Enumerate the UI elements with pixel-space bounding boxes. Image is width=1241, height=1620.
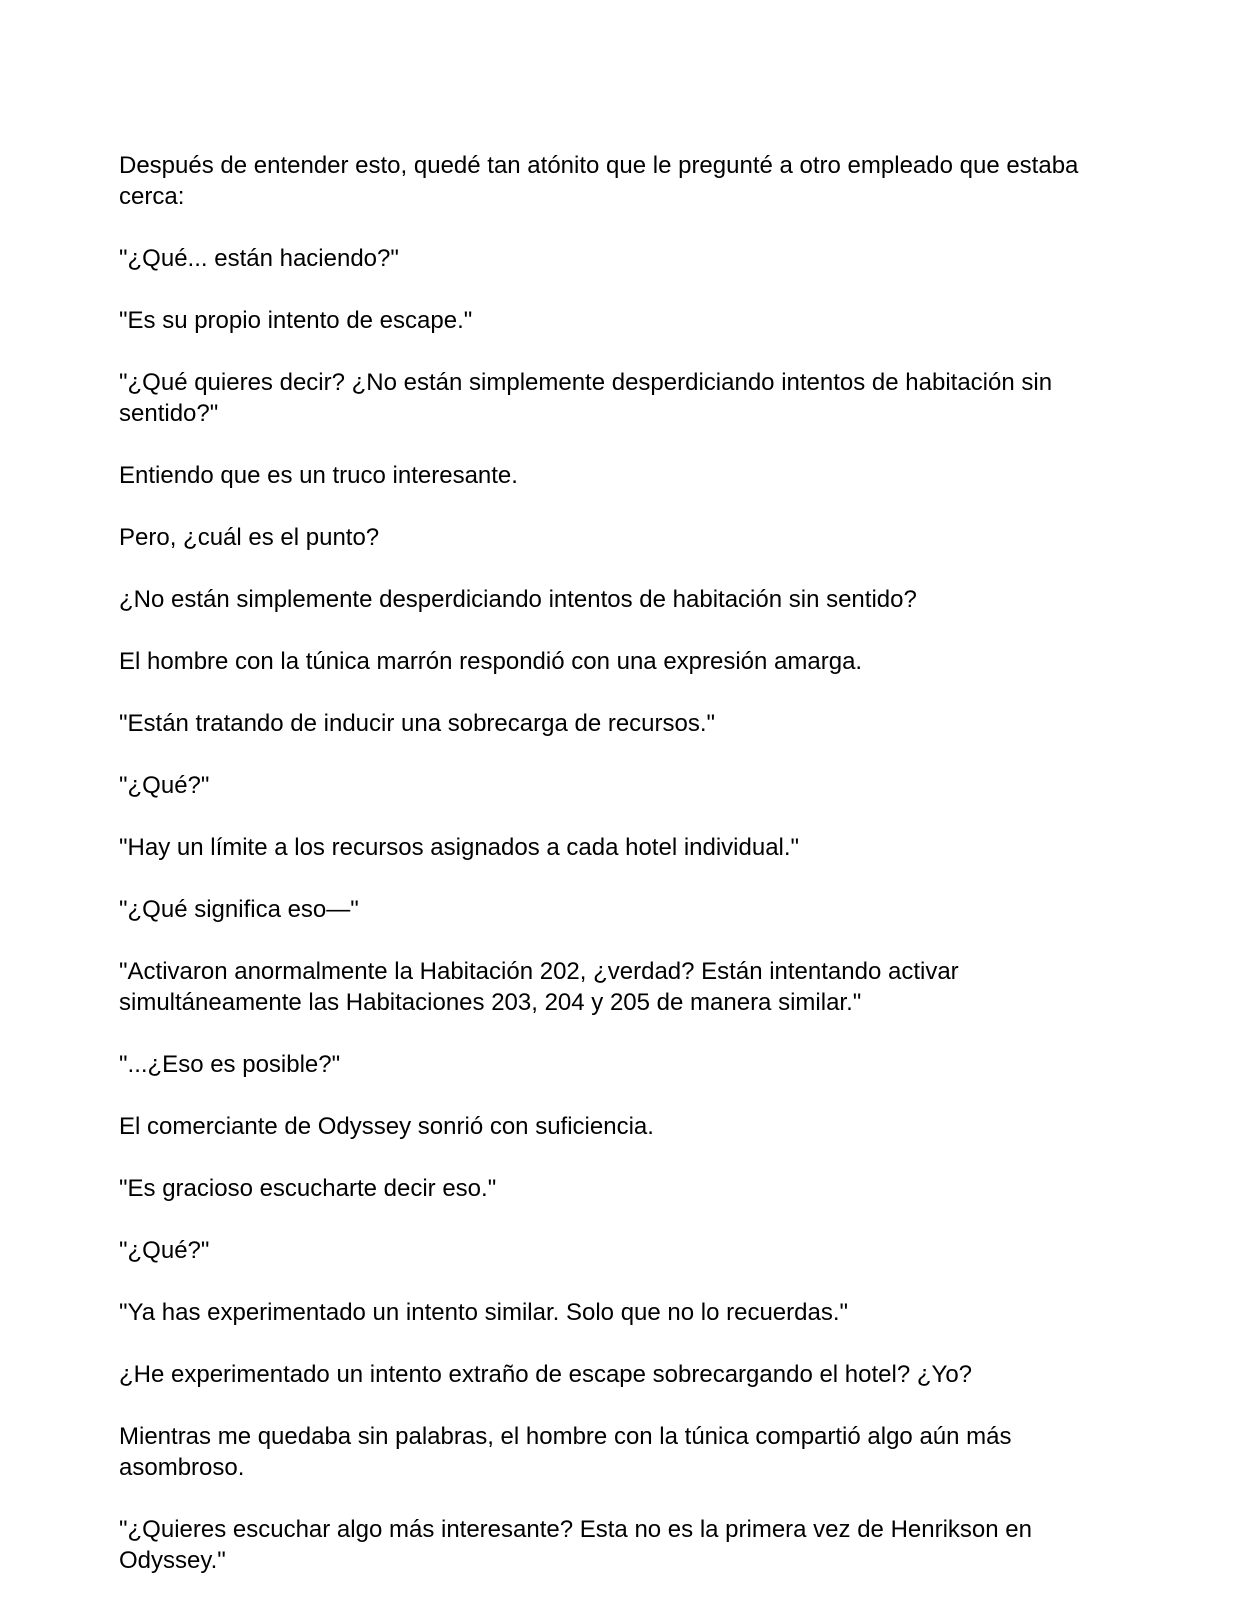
paragraph: Entiendo que es un truco interesante. (119, 462, 518, 489)
paragraph: ¿He experimentado un intento extraño de escape sobrecargando el hotel? ¿Yo? (119, 1361, 973, 1388)
paragraph: "Ya has experimentado un intento similar. Solo que no lo recuerdas." (119, 1299, 849, 1326)
paragraph: El hombre con la túnica marrón respondió con una expresión amarga. (119, 648, 863, 675)
paragraph: "¿Qué?" (119, 772, 210, 799)
paragraph: Pero, ¿cuál es el punto? (119, 524, 380, 551)
paragraph: "¿Qué quieres decir? ¿No están simplemente desperdiciando intentos de habitación sin sentido?" (119, 369, 1053, 427)
document-body (119, 150, 1129, 1607)
paragraph: "Hay un límite a los recursos asignados a cada hotel individual." (119, 834, 800, 861)
paragraph: "¿Qué significa eso—" (119, 896, 359, 923)
paragraph: Mientras me quedaba sin palabras, el hombre con la túnica compartió algo aún más asombroso. (119, 1423, 1012, 1481)
paragraph: "...¿Eso es posible?" (119, 1051, 341, 1078)
paragraph: "Es su propio intento de escape." (119, 307, 473, 334)
paragraph: "¿Qué... están haciendo?" (119, 245, 399, 272)
paragraph: El comerciante de Odyssey sonrió con suficiencia. (119, 1113, 654, 1140)
paragraph: "¿Quieres escuchar algo más interesante? Esta no es la primera vez de Henrikson en Odyssey." (119, 1516, 1032, 1574)
paragraph: "Es gracioso escucharte decir eso." (119, 1175, 497, 1202)
paragraph: "¿Qué?" (119, 1237, 210, 1264)
paragraph: ¿No están simplemente desperdiciando intentos de habitación sin sentido? (119, 586, 917, 613)
paragraph: "Activaron anormalmente la Habitación 202, ¿verdad? Están intentando activar simultáneamente las Habitaciones 203, 204 y 205 de manera similar." (119, 958, 959, 1016)
paragraph: Después de entender esto, quedé tan atónito que le pregunté a otro empleado que estaba cerca: (119, 152, 1079, 210)
paragraph: "Están tratando de inducir una sobrecarga de recursos." (119, 710, 716, 737)
